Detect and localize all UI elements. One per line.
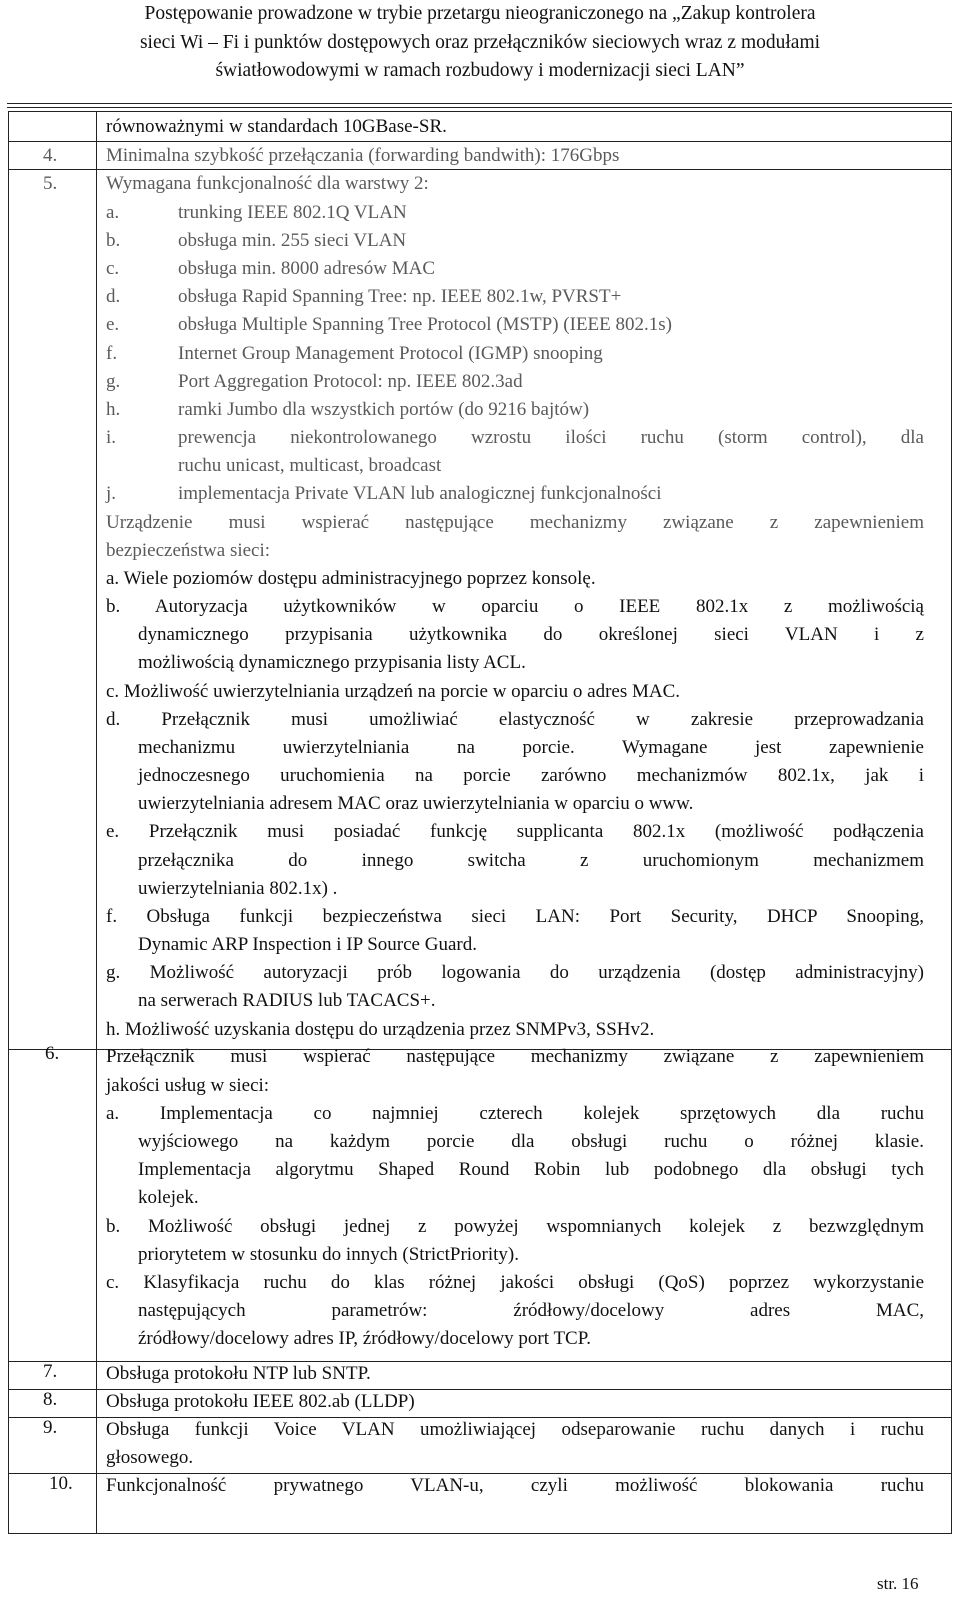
security-item-h: h. Możliwość uzyskania dostępu do urządzenia przez SNMPv3, SSHv2. (106, 1019, 655, 1040)
item-5-number: 5. (43, 173, 58, 194)
qos-item-a: wyjściowego na każdym porcie dla obsługi ruchu o różnej klasie. (138, 1131, 924, 1152)
l2-sub-mark: j. (106, 483, 117, 504)
security-item-b: możliwością dynamicznego przypisania listy ACL. (138, 652, 526, 673)
security-item-e: uwierzytelniania 802.1x) . (138, 878, 338, 899)
security-item-g: g. Możliwość autoryzacji prób logowania do urządzenia (dostęp administracyjny) (106, 962, 924, 983)
l2-sub-mark: g. (106, 371, 121, 392)
header-rule-top (7, 103, 952, 104)
l2-sub-text: Port Aggregation Protocol: np. IEEE 802.3ad (178, 371, 523, 392)
qos-intro: Przełącznik musi wspierać następujące mechanizmy związane z zapewnieniem (106, 1046, 924, 1067)
l2-sub-text: obsługa min. 8000 adresów MAC (178, 258, 436, 279)
item-8-text: Obsługa protokołu IEEE 802.ab (LLDP) (106, 1391, 415, 1412)
security-item-c: c. Możliwość uwierzytelniania urządzeń na porcie w oparciu o adres MAC. (106, 681, 681, 702)
qos-item-a: a. Implementacja co najmniej czterech kolejek sprzętowych dla ruchu (106, 1103, 924, 1124)
l2-sub-text: obsługa min. 255 sieci VLAN (178, 230, 407, 251)
item-9-text: głosowego. (106, 1447, 194, 1468)
security-item-b: dynamicznego przypisania użytkownika do określonej sieci VLAN i z (138, 624, 924, 645)
document-header (0, 0, 960, 86)
security-item-d: mechanizmu uwierzytelniania na porcie. Wymagane jest zapewnienie (138, 737, 924, 758)
l2-sub-mark: d. (106, 286, 121, 307)
l2-sub-mark: h. (106, 399, 121, 420)
item-6-number: 6. (45, 1043, 60, 1064)
item-7-text: Obsługa protokołu NTP lub SNTP. (106, 1363, 371, 1384)
item-4-text: Minimalna szybkość przełączania (forwarding bandwith): 176Gbps (106, 145, 620, 166)
qos-item-c: źródłowy/docelowy adres IP, źródłowy/docelowy port TCP. (138, 1328, 591, 1349)
security-item-e: przełącznika do innego switcha z uruchomionym mechanizmem (138, 850, 924, 871)
l2-sub-text: trunking IEEE 802.1Q VLAN (178, 202, 407, 223)
security-item-d: jednoczesnego uruchomienia na porcie zarówno mechanizmów 802.1x, jak i (138, 765, 924, 786)
l2-sub-mark: i. (106, 427, 117, 448)
l2-sub-text: ruchu unicast, multicast, broadcast (178, 455, 442, 476)
header-line-2: sieci Wi – Fi i punktów dostępowych oraz przełączników sieciowych wraz z modułami (139, 31, 821, 53)
l2-sub-text: prewencja niekontrolowanego wzrostu ilości ruchu (storm control), dla (178, 427, 924, 448)
header-line-3: światłowodowymi w ramach rozbudowy i modernizacji sieci LAN” (215, 60, 745, 81)
item-9-number: 9. (43, 1417, 58, 1438)
qos-item-a: Implementacja algorytmu Shaped Round Robin lub podobnego dla obsługi tych (138, 1159, 924, 1180)
item-9-text: Obsługa funkcji Voice VLAN umożliwiającej odseparowanie ruchu danych i ruchu (106, 1419, 924, 1440)
l2-sub-text: ramki Jumbo dla wszystkich portów (do 9216 bajtów) (178, 399, 590, 420)
item-5-text: Wymagana funkcjonalność dla warstwy 2: (106, 173, 429, 194)
security-intro: bezpieczeństwa sieci: (106, 540, 271, 561)
header-rule-bottom (7, 107, 952, 108)
qos-item-c: następujących parametrów: źródłowy/docelowy adres MAC, (138, 1300, 924, 1321)
l2-sub-mark: a. (106, 202, 120, 223)
security-item-a: a. Wiele poziomów dostępu administracyjnego poprzez konsolę. (106, 568, 596, 589)
security-item-b: b. Autoryzacja użytkowników w oparciu o IEEE 802.1x z możliwością (106, 596, 924, 617)
qos-item-b: b. Możliwość obsługi jednej z powyżej wspomnianych kolejek z bezwzględnym (106, 1216, 924, 1237)
column-divider (96, 112, 97, 1533)
item-4-number: 4. (43, 145, 58, 166)
qos-item-a: kolejek. (138, 1187, 199, 1208)
security-item-g: na serwerach RADIUS lub TACACS+. (138, 990, 436, 1011)
item-7-number: 7. (43, 1361, 58, 1382)
l2-sub-text: obsługa Multiple Spanning Tree Protocol (MSTP) (IEEE 802.1s) (178, 314, 672, 335)
continuation-text: równoważnymi w standardach 10GBase-SR. (106, 116, 447, 137)
header-line-1: Postępowanie prowadzone w trybie przetargu nieograniczonego na „Zakup kontrolera (144, 3, 816, 24)
l2-sub-mark: e. (106, 314, 120, 335)
item-10-number: 10. (49, 1473, 73, 1494)
item-10-text: Funkcjonalność prywatnego VLAN-u, czyli możliwość blokowania ruchu (106, 1475, 924, 1496)
security-item-f: Dynamic ARP Inspection i IP Source Guard. (138, 934, 477, 955)
l2-sub-mark: c. (106, 258, 120, 279)
security-item-f: f. Obsługa funkcji bezpieczeństwa sieci LAN: Port Security, DHCP Snooping, (106, 906, 924, 927)
l2-sub-text: obsługa Rapid Spanning Tree: np. IEEE 802.1w, PVRST+ (178, 286, 622, 307)
l2-sub-mark: b. (106, 230, 121, 251)
security-item-d: uwierzytelniania adresem MAC oraz uwierzytelniania w oparciu o www. (138, 793, 694, 814)
item-8-number: 8. (43, 1389, 58, 1410)
security-item-d: d. Przełącznik musi umożliwiać elastyczność w zakresie przeprowadzania (106, 709, 924, 730)
l2-sub-text: Internet Group Management Protocol (IGMP) snooping (178, 343, 603, 364)
l2-sub-text: implementacja Private VLAN lub analogicznej funkcjonalności (178, 483, 662, 504)
security-intro: Urządzenie musi wspierać następujące mechanizmy związane z zapewnieniem (106, 512, 924, 533)
qos-item-b: priorytetem w stosunku do innych (StrictPriority). (138, 1244, 520, 1265)
security-item-e: e. Przełącznik musi posiadać funkcję supplicanta 802.1x (możliwość podłączenia (106, 821, 924, 842)
l2-sub-mark: f. (106, 343, 118, 364)
qos-item-c: c. Klasyfikacja ruchu do klas różnej jakości obsługi (QoS) poprzez wykorzystanie (106, 1272, 924, 1293)
page-number: str. 16 (877, 1574, 919, 1593)
qos-intro: jakości usług w sieci: (106, 1075, 270, 1096)
